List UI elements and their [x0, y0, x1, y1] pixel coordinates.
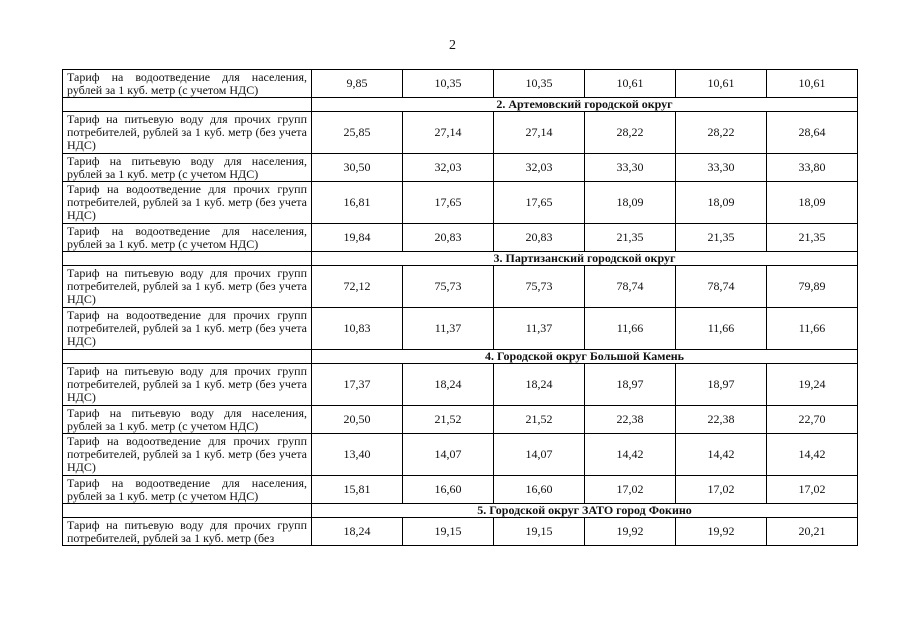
tariff-value: 17,65 — [494, 182, 585, 224]
tariff-value: 14,42 — [767, 434, 858, 476]
tariff-value: 19,15 — [494, 518, 585, 546]
table-row — [63, 434, 858, 476]
tariff-value: 10,61 — [676, 70, 767, 98]
tariff-value: 20,83 — [494, 224, 585, 252]
table-row — [63, 266, 858, 308]
tariff-label: Тариф на питьевую воду для прочих групп потребителей, рублей за 1 куб. метр (без — [63, 518, 312, 546]
tariff-value: 22,38 — [585, 406, 676, 434]
tariff-value: 11,37 — [403, 308, 494, 350]
tariff-value: 19,92 — [676, 518, 767, 546]
table-row — [63, 364, 858, 406]
tariff-value: 27,14 — [494, 112, 585, 154]
tariff-label: Тариф на водоотведение для прочих групп потребителей, рублей за 1 куб. метр (без учета НДС) — [63, 434, 312, 476]
tariff-value: 32,03 — [403, 154, 494, 182]
tariff-value: 21,52 — [494, 406, 585, 434]
tariff-value: 11,66 — [767, 308, 858, 350]
tariff-value: 27,14 — [403, 112, 494, 154]
table-row — [63, 406, 858, 434]
tariff-value: 14,07 — [494, 434, 585, 476]
section-blank-cell — [63, 252, 312, 266]
tariff-value: 72,12 — [312, 266, 403, 308]
tariff-value: 18,97 — [676, 364, 767, 406]
tariff-value: 17,37 — [312, 364, 403, 406]
tariff-value: 21,52 — [403, 406, 494, 434]
tariff-label: Тариф на водоотведение для населения, рублей за 1 куб. метр (с учетом НДС) — [63, 70, 312, 98]
tariff-value: 18,24 — [403, 364, 494, 406]
page-number: 2 — [449, 38, 456, 53]
table-row — [63, 518, 858, 546]
table-row — [63, 476, 858, 504]
tariff-value: 10,61 — [585, 70, 676, 98]
tariff-value: 33,30 — [676, 154, 767, 182]
section-blank-cell — [63, 504, 312, 518]
table-row — [63, 154, 858, 182]
tariff-value: 19,24 — [767, 364, 858, 406]
tariff-value: 21,35 — [767, 224, 858, 252]
tariff-value: 79,89 — [767, 266, 858, 308]
tariff-label: Тариф на водоотведение для прочих групп потребителей, рублей за 1 куб. метр (без учета НДС) — [63, 182, 312, 224]
section-header-row — [63, 504, 858, 518]
tariff-value: 14,42 — [585, 434, 676, 476]
tariff-value: 21,35 — [676, 224, 767, 252]
tariff-value: 75,73 — [494, 266, 585, 308]
tariff-value: 19,92 — [585, 518, 676, 546]
table-row — [63, 112, 858, 154]
tariff-value: 10,35 — [494, 70, 585, 98]
tariff-value: 75,73 — [403, 266, 494, 308]
section-title: 2. Артемовский городской округ — [312, 98, 858, 112]
tariff-value: 11,37 — [494, 308, 585, 350]
tariff-value: 19,84 — [312, 224, 403, 252]
tariff-value: 17,65 — [403, 182, 494, 224]
tariff-label: Тариф на водоотведение для населения, рублей за 1 куб. метр (с учетом НДС) — [63, 476, 312, 504]
tariff-value: 78,74 — [585, 266, 676, 308]
tariff-value: 25,85 — [312, 112, 403, 154]
tariff-value: 32,03 — [494, 154, 585, 182]
table-row — [63, 70, 858, 98]
tariff-value: 14,42 — [676, 434, 767, 476]
tariff-label: Тариф на водоотведение для населения, рублей за 1 куб. метр (с учетом НДС) — [63, 224, 312, 252]
tariff-value: 11,66 — [585, 308, 676, 350]
tariff-value: 19,15 — [403, 518, 494, 546]
tariff-value: 11,66 — [676, 308, 767, 350]
table-row — [63, 308, 858, 350]
tariff-label: Тариф на питьевую воду для населения, рублей за 1 куб. метр (с учетом НДС) — [63, 154, 312, 182]
section-header-row — [63, 350, 858, 364]
section-header-row — [63, 252, 858, 266]
tariff-value: 30,50 — [312, 154, 403, 182]
tariff-value: 17,02 — [767, 476, 858, 504]
tariff-value: 78,74 — [676, 266, 767, 308]
tariff-value: 17,02 — [676, 476, 767, 504]
tariff-value: 10,83 — [312, 308, 403, 350]
tariff-value: 28,64 — [767, 112, 858, 154]
tariff-table — [62, 69, 858, 546]
tariff-value: 33,80 — [767, 154, 858, 182]
tariff-label: Тариф на питьевую воду для прочих групп потребителей, рублей за 1 куб. метр (без учета НДС) — [63, 112, 312, 154]
tariff-label: Тариф на питьевую воду для прочих групп потребителей, рублей за 1 куб. метр (без учета НДС) — [63, 364, 312, 406]
section-title: 4. Городской округ Большой Камень — [312, 350, 858, 364]
tariff-value: 18,09 — [585, 182, 676, 224]
tariff-value: 16,60 — [494, 476, 585, 504]
section-title: 5. Городской округ ЗАТО город Фокино — [312, 504, 858, 518]
tariff-value: 33,30 — [585, 154, 676, 182]
tariff-label: Тариф на питьевую воду для населения, рублей за 1 куб. метр (с учетом НДС) — [63, 406, 312, 434]
tariff-value: 14,07 — [403, 434, 494, 476]
tariff-value: 22,38 — [676, 406, 767, 434]
section-blank-cell — [63, 350, 312, 364]
table-row — [63, 182, 858, 224]
tariff-value: 16,81 — [312, 182, 403, 224]
tariff-value: 20,83 — [403, 224, 494, 252]
table-row — [63, 224, 858, 252]
section-blank-cell — [63, 98, 312, 112]
tariff-value: 28,22 — [676, 112, 767, 154]
tariff-value: 18,09 — [676, 182, 767, 224]
tariff-value: 9,85 — [312, 70, 403, 98]
tariff-value: 18,97 — [585, 364, 676, 406]
tariff-table-body — [63, 70, 858, 546]
tariff-value: 17,02 — [585, 476, 676, 504]
tariff-value: 15,81 — [312, 476, 403, 504]
tariff-value: 28,22 — [585, 112, 676, 154]
tariff-value: 18,09 — [767, 182, 858, 224]
tariff-value: 16,60 — [403, 476, 494, 504]
tariff-value: 21,35 — [585, 224, 676, 252]
tariff-value: 10,35 — [403, 70, 494, 98]
tariff-value: 20,50 — [312, 406, 403, 434]
tariff-value: 10,61 — [767, 70, 858, 98]
section-title: 3. Партизанский городской округ — [312, 252, 858, 266]
tariff-value: 22,70 — [767, 406, 858, 434]
tariff-label: Тариф на водоотведение для прочих групп потребителей, рублей за 1 куб. метр (без учета НДС) — [63, 308, 312, 350]
tariff-value: 18,24 — [494, 364, 585, 406]
section-header-row — [63, 98, 858, 112]
tariff-value: 18,24 — [312, 518, 403, 546]
tariff-value: 20,21 — [767, 518, 858, 546]
tariff-value: 13,40 — [312, 434, 403, 476]
tariff-label: Тариф на питьевую воду для прочих групп потребителей, рублей за 1 куб. метр (без учета НДС) — [63, 266, 312, 308]
